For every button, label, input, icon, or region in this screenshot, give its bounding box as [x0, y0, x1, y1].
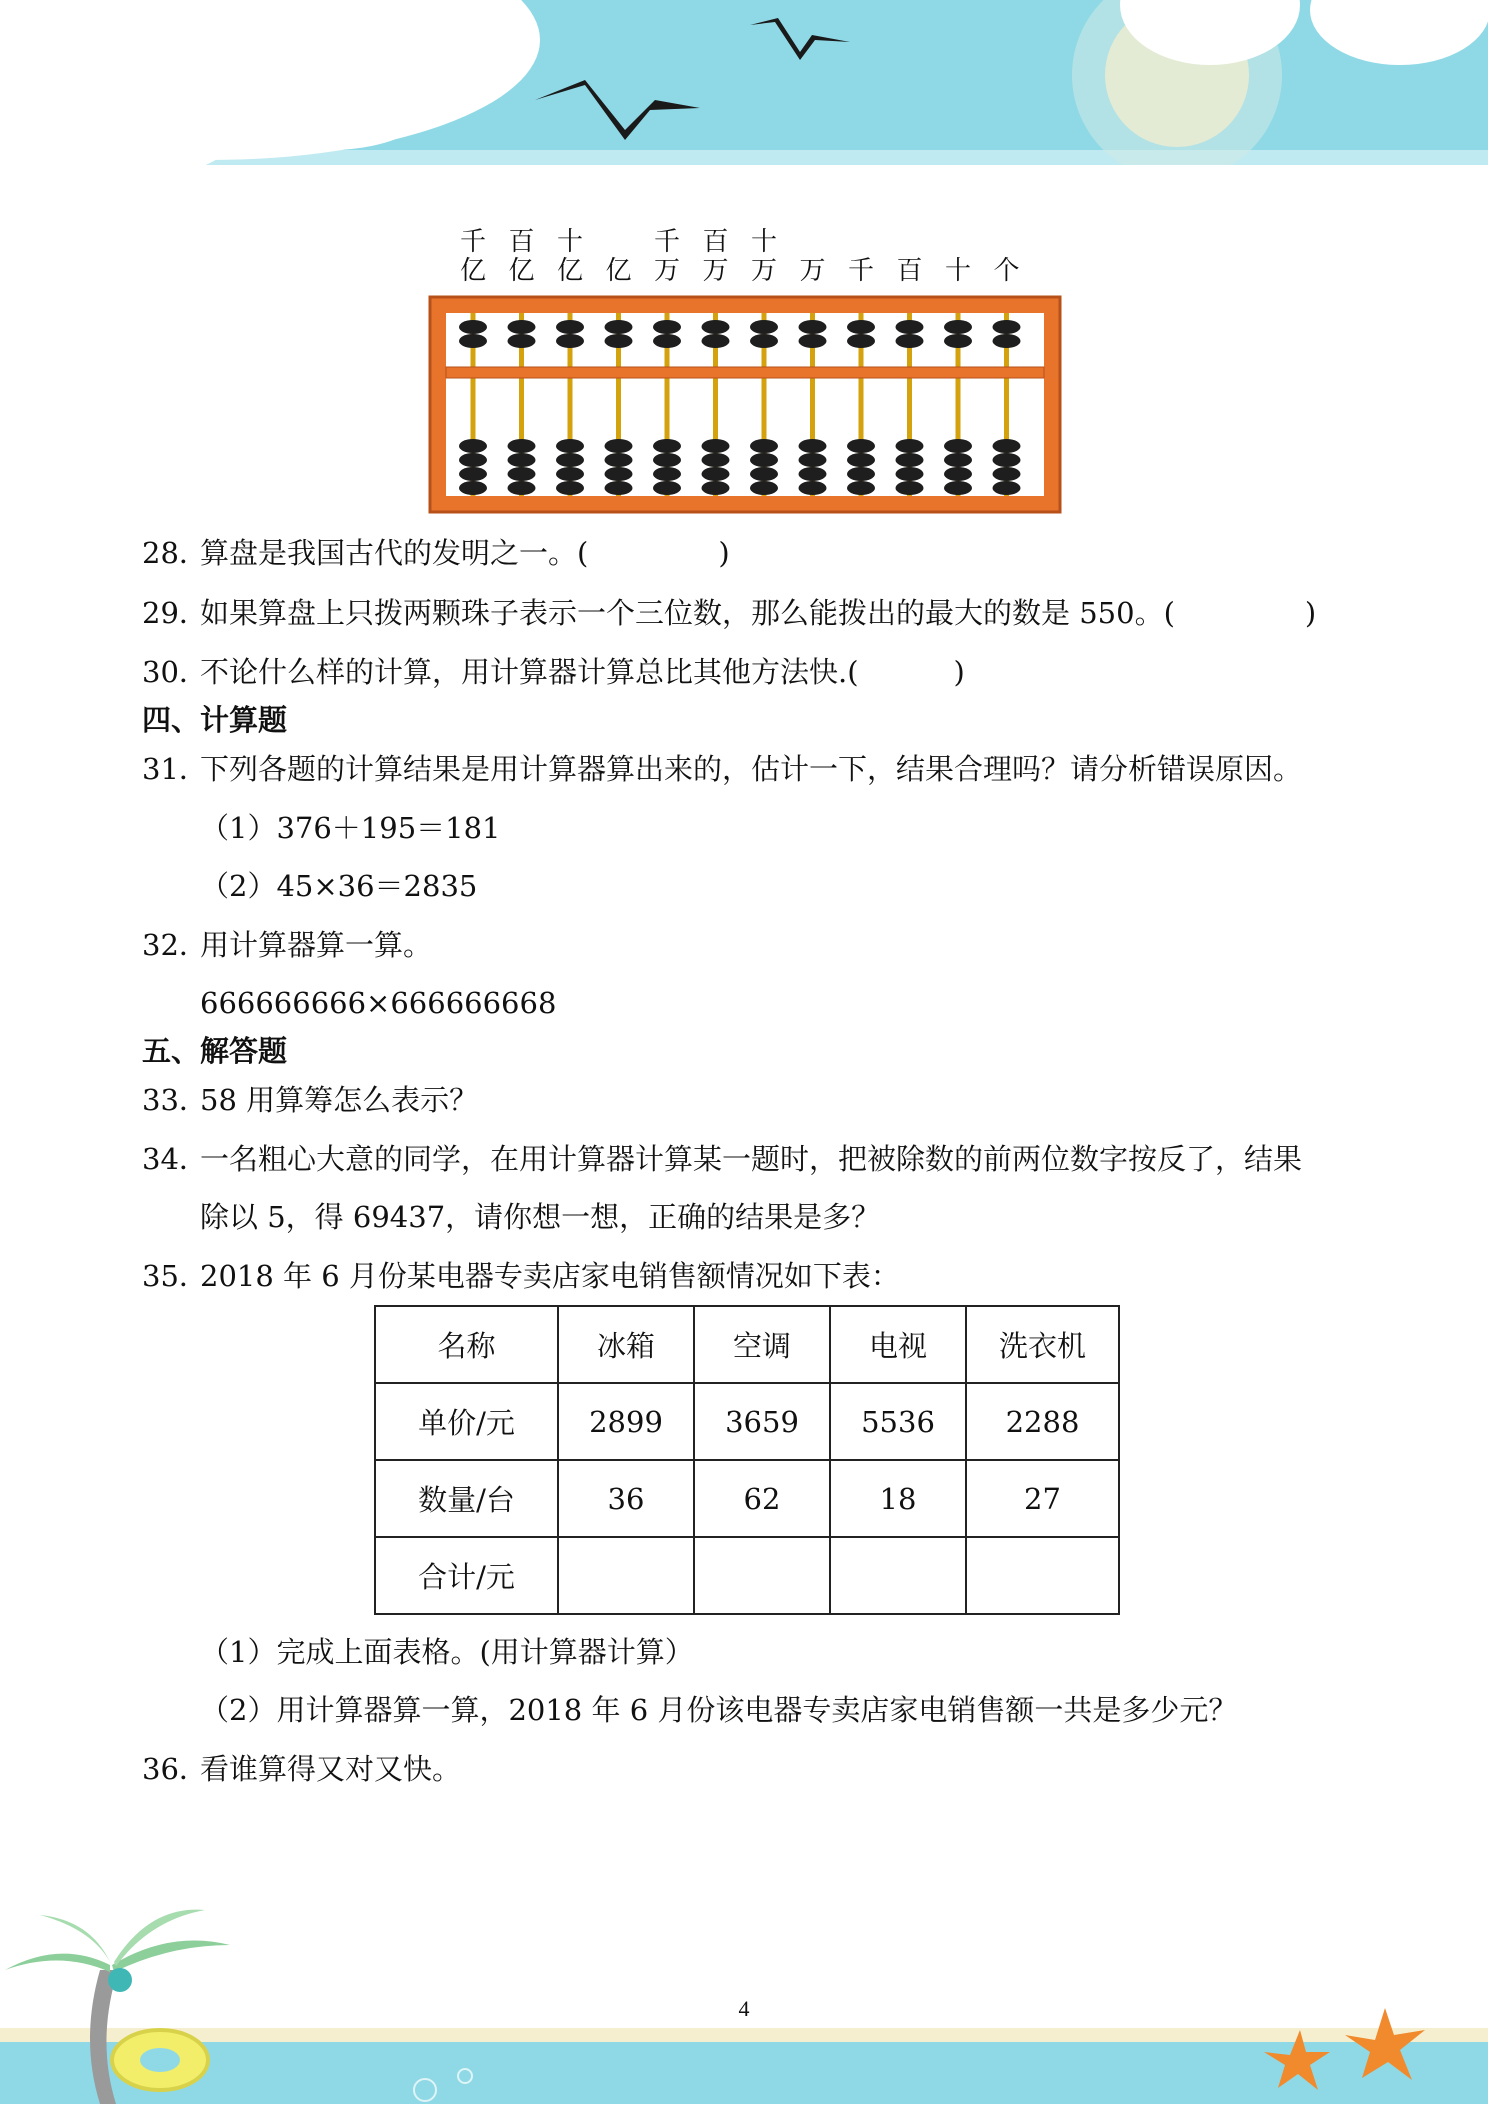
abacus-bead	[508, 320, 536, 334]
question-text: 一名粗心大意的同学，在用计算器计算某一题时，把被除数的前两位数字按反了，结果	[200, 1142, 1303, 1176]
abacus-bead	[459, 439, 487, 453]
abacus-place-label: 万	[799, 256, 826, 286]
abacus-bead	[944, 467, 972, 481]
abacus-bead	[799, 453, 827, 467]
row-header-cell: 合计/元	[375, 1537, 558, 1614]
abacus-bead	[605, 481, 633, 495]
answer-paren-close: )	[1304, 596, 1317, 630]
abacus-bead	[702, 334, 730, 348]
abacus-bead	[653, 453, 681, 467]
abacus-bead	[508, 453, 536, 467]
question-text: 算盘是我国古代的发明之一。(	[200, 536, 589, 570]
question-34	[142, 1139, 1302, 1179]
answer-paren-close: )	[953, 655, 965, 689]
question-34-continued: 除以 5，得 69437，请你想一想，正确的结果是多？	[200, 1200, 881, 1234]
abacus-bead	[799, 467, 827, 481]
question-30	[142, 652, 965, 692]
abacus-bead	[944, 334, 972, 348]
table-cell: 电视	[830, 1306, 966, 1383]
abacus-bead	[896, 467, 924, 481]
table-cell: 62	[694, 1460, 830, 1537]
table-row	[375, 1460, 1119, 1537]
abacus-bead	[750, 453, 778, 467]
table-cell: 36	[558, 1460, 694, 1537]
abacus-place-label: 万	[653, 256, 681, 286]
abacus-place-label: 千	[653, 227, 681, 257]
question-number: 28．	[142, 536, 208, 570]
abacus-place-label: 万	[702, 256, 729, 286]
question-text: 用计算器算一算。	[200, 928, 433, 962]
abacus-bead	[702, 481, 730, 495]
table-row	[375, 1306, 1119, 1383]
abacus-place-label: 十	[944, 256, 972, 286]
table-cell: 洗衣机	[966, 1306, 1119, 1383]
row-header-cell: 数量/台	[375, 1460, 558, 1537]
abacus-bead	[847, 481, 875, 495]
page-number: 4	[738, 1996, 750, 2021]
table-cell	[830, 1537, 966, 1614]
table-cell: 2899	[558, 1383, 694, 1460]
abacus-bead	[993, 467, 1021, 481]
row-header-cell: 单价/元	[375, 1383, 558, 1460]
abacus-bead	[556, 481, 584, 495]
abacus-bead	[847, 439, 875, 453]
abacus-place-label: 亿	[556, 256, 584, 286]
table-row	[375, 1537, 1119, 1614]
question-number: 29．	[142, 596, 208, 630]
abacus-bead	[556, 439, 584, 453]
question-32	[142, 925, 432, 965]
abacus-bead	[993, 453, 1021, 467]
abacus-place-label: 百	[702, 227, 729, 257]
sales-table	[374, 1305, 1120, 1615]
abacus-bead	[896, 439, 924, 453]
abacus-bead	[847, 334, 875, 348]
row-header-cell: 名称	[375, 1306, 558, 1383]
question-31	[142, 749, 1302, 789]
abacus-bead	[750, 320, 778, 334]
question-35	[142, 1256, 900, 1296]
abacus-place-label: 个	[993, 256, 1020, 286]
abacus-place-label: 千	[847, 256, 875, 286]
abacus-place-label: 亿	[508, 256, 535, 286]
question-number: 35．	[142, 1259, 208, 1293]
question-number: 36．	[142, 1752, 208, 1786]
abacus-bead	[896, 320, 924, 334]
section-heading-four: 四、计算题	[142, 703, 288, 737]
abacus-bead	[605, 334, 633, 348]
table-cell	[694, 1537, 830, 1614]
section-heading-five: 五、解答题	[142, 1034, 288, 1068]
abacus-bead	[605, 467, 633, 481]
table-cell	[558, 1537, 694, 1614]
abacus-bead	[750, 481, 778, 495]
header-decoration	[0, 0, 1488, 165]
question-number: 30．	[142, 655, 208, 689]
abacus-bead	[459, 467, 487, 481]
abacus-bead	[799, 334, 827, 348]
abacus-beam	[446, 367, 1044, 378]
abacus-bead	[896, 481, 924, 495]
abacus-bead	[653, 481, 681, 495]
abacus-place-label: 百	[508, 227, 535, 257]
abacus-place-label: 百	[896, 256, 923, 286]
abacus-bead	[556, 334, 584, 348]
question-31-part-2: （2）45×36＝2835	[200, 869, 478, 903]
abacus-bead	[605, 453, 633, 467]
abacus-bead	[896, 453, 924, 467]
question-text: 如果算盘上只拨两颗珠子表示一个三位数，那么能拨出的最大的数是 550。(	[200, 596, 1175, 630]
abacus-bead	[459, 334, 487, 348]
abacus-bead	[508, 481, 536, 495]
question-36	[142, 1749, 461, 1789]
abacus-bead	[556, 453, 584, 467]
abacus-bead	[896, 334, 924, 348]
abacus-bead	[556, 320, 584, 334]
question-text: 58 用算筹怎么表示？	[200, 1083, 479, 1117]
abacus-bead	[653, 320, 681, 334]
abacus-bead	[799, 320, 827, 334]
abacus-bead	[799, 439, 827, 453]
abacus-figure	[420, 225, 1070, 520]
question-number: 34．	[142, 1142, 208, 1176]
abacus-bead	[993, 439, 1021, 453]
question-number: 32．	[142, 928, 208, 962]
abacus-place-label: 十	[750, 227, 778, 257]
abacus-bead	[750, 467, 778, 481]
question-text: 看谁算得又对又快。	[200, 1752, 462, 1786]
table-cell: 冰箱	[558, 1306, 694, 1383]
table-cell: 2288	[966, 1383, 1119, 1460]
table-row	[375, 1383, 1119, 1460]
question-text: 不论什么样的计算，用计算器计算总比其他方法快.(	[200, 655, 859, 689]
abacus-bead	[702, 439, 730, 453]
abacus-bead	[847, 320, 875, 334]
table-cell	[966, 1537, 1119, 1614]
table-cell: 5536	[830, 1383, 966, 1460]
abacus-bead	[459, 453, 487, 467]
abacus-bead	[702, 467, 730, 481]
abacus-bead	[847, 453, 875, 467]
abacus-bead	[508, 467, 536, 481]
abacus-bead	[508, 334, 536, 348]
footer-decoration	[0, 1900, 1488, 2104]
abacus-bead	[944, 320, 972, 334]
abacus-bead	[653, 439, 681, 453]
abacus-bead	[993, 320, 1021, 334]
abacus-bead	[653, 467, 681, 481]
abacus-bead	[508, 439, 536, 453]
abacus-bead	[653, 334, 681, 348]
abacus-bead	[459, 320, 487, 334]
abacus-place-label: 亿	[459, 256, 487, 286]
abacus-bead	[702, 320, 730, 334]
table-cell: 27	[966, 1460, 1119, 1537]
question-number: 31．	[142, 752, 208, 786]
question-31-part-1: （1）376＋195＝181	[200, 811, 501, 845]
abacus-bead	[702, 453, 730, 467]
question-35-part-1: （1）完成上面表格。(用计算器计算）	[200, 1635, 694, 1669]
question-number: 33．	[142, 1083, 208, 1117]
abacus-bead	[605, 439, 633, 453]
abacus-bead	[993, 334, 1021, 348]
abacus-bead	[605, 320, 633, 334]
question-text: 2018 年 6 月份某电器专卖店家电销售额情况如下表：	[200, 1259, 900, 1293]
abacus-bead	[847, 467, 875, 481]
abacus-place-label: 亿	[605, 256, 632, 286]
abacus-bead	[944, 453, 972, 467]
abacus-bead	[459, 481, 487, 495]
answer-paren-close: )	[718, 536, 730, 570]
abacus-bead	[993, 481, 1021, 495]
abacus-bead	[799, 481, 827, 495]
abacus-place-label: 万	[750, 256, 778, 286]
question-33	[142, 1080, 478, 1120]
abacus-bead	[750, 334, 778, 348]
question-32-expression: 666666666×666666668	[200, 986, 557, 1020]
abacus-bead	[944, 439, 972, 453]
abacus-bead	[556, 467, 584, 481]
abacus-bead	[750, 439, 778, 453]
abacus-bead	[944, 481, 972, 495]
abacus-place-label: 十	[556, 227, 584, 257]
abacus-place-label: 千	[459, 227, 487, 257]
table-cell: 3659	[694, 1383, 830, 1460]
question-29	[142, 593, 1316, 633]
question-28	[142, 533, 730, 573]
table-cell: 空调	[694, 1306, 830, 1383]
question-35-part-2: （2）用计算器算一算，2018 年 6 月份该电器专卖店家电销售额一共是多少元？	[200, 1693, 1238, 1727]
table-cell: 18	[830, 1460, 966, 1537]
question-text: 下列各题的计算结果是用计算器算出来的，估计一下，结果合理吗？请分析错误原因。	[200, 752, 1303, 786]
